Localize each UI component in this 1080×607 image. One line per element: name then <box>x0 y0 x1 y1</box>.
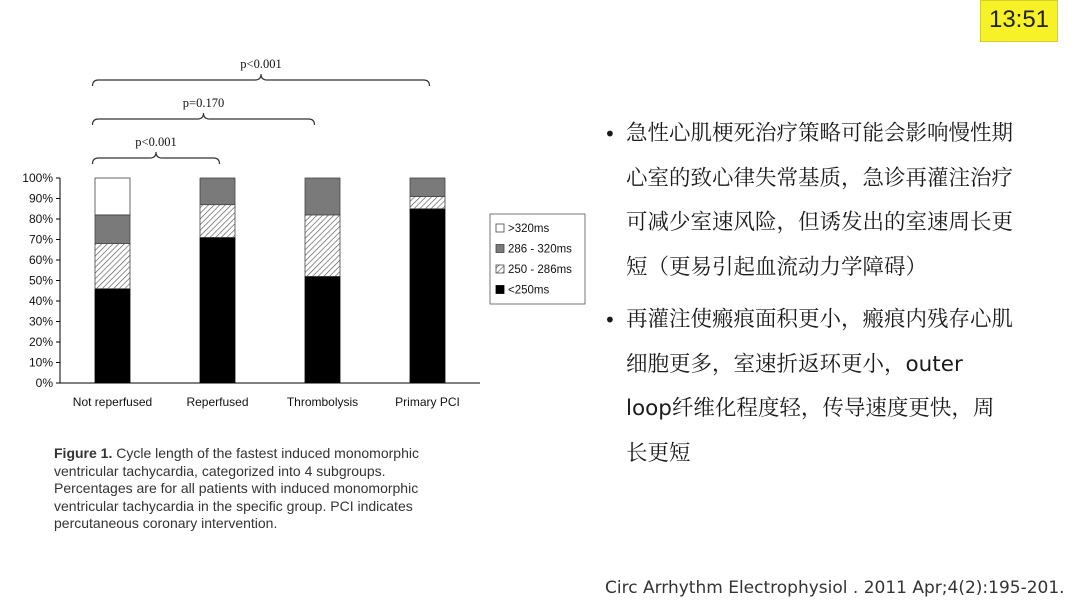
legend-label: >320ms <box>508 223 550 235</box>
y-tick-label: 20% <box>28 335 53 349</box>
y-tick-label: 80% <box>28 212 53 226</box>
legend-swatch <box>496 265 504 273</box>
bar-segment <box>200 237 235 383</box>
bar-segment <box>305 215 340 277</box>
bar-segment <box>200 205 235 238</box>
y-tick-label: 0% <box>35 376 53 390</box>
p-value-label: p=0.170 <box>182 96 225 110</box>
y-tick-label: 40% <box>28 294 53 308</box>
bullet-item <box>604 298 1014 476</box>
bullet-item <box>604 112 1014 290</box>
bar-segment <box>410 178 445 196</box>
y-tick-label: 90% <box>28 191 53 206</box>
legend-label: <250ms <box>508 284 550 297</box>
bar-segment <box>95 178 130 215</box>
x-tick-label: Thrombolysis <box>286 395 359 409</box>
stacked-bar-chart <box>0 0 572 440</box>
x-tick-label: Reperfused <box>186 395 249 409</box>
bar-segment <box>410 209 445 383</box>
caption-label: Figure 1. <box>54 445 113 461</box>
y-tick-label: 60% <box>28 253 53 267</box>
legend-label: 286 - 320ms <box>508 243 572 256</box>
caption-text: Cycle length of the fastest induced monomorphic ventricular tachycardia, categorized into 4 subgroups. Percentages are for all patients with induced monomorphic ventricular tachycardia in the specific group. PCI indicates percutaneous coronary intervention. <box>54 445 419 531</box>
comparison-brace <box>93 74 430 86</box>
bar-segment <box>200 178 235 205</box>
bar-segment <box>305 178 340 215</box>
y-tick-label: 100% <box>22 171 53 185</box>
bar-segment <box>95 215 130 244</box>
figure-caption <box>54 445 434 533</box>
x-tick-label: Primary PCI <box>395 395 460 409</box>
bar-segment <box>95 244 130 289</box>
legend-swatch <box>496 245 504 253</box>
bar-segment <box>305 276 340 383</box>
y-tick-label: 30% <box>28 314 53 329</box>
x-tick-label: Not reperfused <box>72 395 153 409</box>
comparison-brace <box>93 152 220 164</box>
bar-segment <box>410 196 445 208</box>
bar-segment <box>95 289 130 383</box>
clock-timer: 13:51 <box>980 0 1058 42</box>
legend-swatch <box>496 286 504 294</box>
p-value-label: p<0.001 <box>135 135 177 149</box>
y-tick-label: 50% <box>28 273 53 288</box>
bullet-marker: • <box>604 122 616 146</box>
p-value-label: p<0.001 <box>240 57 282 71</box>
y-tick-label: 70% <box>28 232 53 247</box>
bullet-text: 再灌注使瘢痕面积更小，瘢痕内残存心肌细胞更多，室速折返环更小，outer loop纤维化程度轻，传导速度更快，周长更短 <box>626 307 1014 466</box>
legend-label: 250 - 286ms <box>508 264 572 276</box>
bullet-text: 急性心肌梗死治疗策略可能会影响慢性期心室的致心律失常基质，急诊再灌注治疗可减少室速风险，但诱发出的室速周长更短（更易引起血流动力学障碍） <box>626 121 1014 280</box>
citation: Circ Arrhythm Electrophysiol . 2011 Apr;4(2):195-201. <box>605 578 1065 598</box>
y-tick-label: 10% <box>28 355 53 370</box>
comparison-brace <box>93 113 315 125</box>
legend-swatch <box>496 224 504 232</box>
bullet-list <box>604 112 1014 484</box>
bullet-marker: • <box>604 308 616 332</box>
